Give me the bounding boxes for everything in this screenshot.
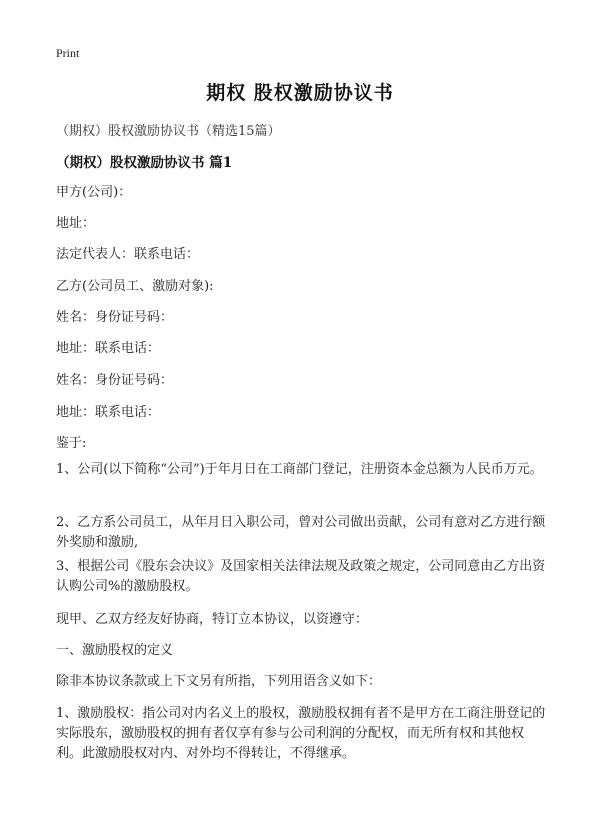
legal-representative-line: 法定代表人：联系电话： xyxy=(56,247,200,262)
paragraph-company-registration: 1、公司(以下简称“公司”)于年月日在工商部门登记，注册资本金总额为人民币万元。 xyxy=(56,462,543,477)
paragraph-incentive-equity-definition: 1、激励股权：指公司对内名义上的股权，激励股权拥有者不是甲方在工商注册登记的实际股东，激励股权的拥有者仅享有参与公司利润的分配权，而无所有权和其他权利。此激励股权对内、对外均不得转让，不得继承。 xyxy=(56,706,546,761)
paragraph-definitions-intro: 除非本协议条款或上下文另有所指，下列用语含义如下： xyxy=(56,674,382,689)
party-a-line: 甲方(公司)： xyxy=(56,185,132,200)
whereas-line: 鉴于: xyxy=(56,436,87,451)
paragraph-agreement-intro: 现甲、乙双方经友好协商，特订立本协议，以资遵守： xyxy=(56,612,369,627)
document-title: 期权 股权激励协议书 xyxy=(206,82,394,104)
clause-heading-definition: 一、激励股权的定义 xyxy=(56,643,174,658)
party-b-line: 乙方(公司员工、激励对象): xyxy=(56,279,214,294)
document-subtitle: （期权）股权激励协议书（精选15篇） xyxy=(56,124,281,139)
paragraph-employee-contribution: 2、乙方系公司员工，从年月日入职公司，曾对公司做出贡献，公司有意对乙方进行额外奖励和激励, xyxy=(56,515,546,550)
paragraph-shareholder-resolution: 3、根据公司《股东会决议》及国家相关法律法规及政策之规定，公司同意由乙方出资认购公司%的激励股权。 xyxy=(56,559,546,594)
address-phone-line-1: 地址：联系电话： xyxy=(56,341,161,356)
party-a-address-line: 地址： xyxy=(56,216,96,231)
print-label: Print xyxy=(56,46,80,60)
name-id-line-1: 姓名：身份证号码： xyxy=(56,310,174,325)
address-phone-line-2: 地址：联系电话： xyxy=(56,405,161,420)
name-id-line-2: 姓名：身份证号码： xyxy=(56,373,174,388)
section-title: （期权）股权激励协议书 篇1 xyxy=(56,155,233,171)
